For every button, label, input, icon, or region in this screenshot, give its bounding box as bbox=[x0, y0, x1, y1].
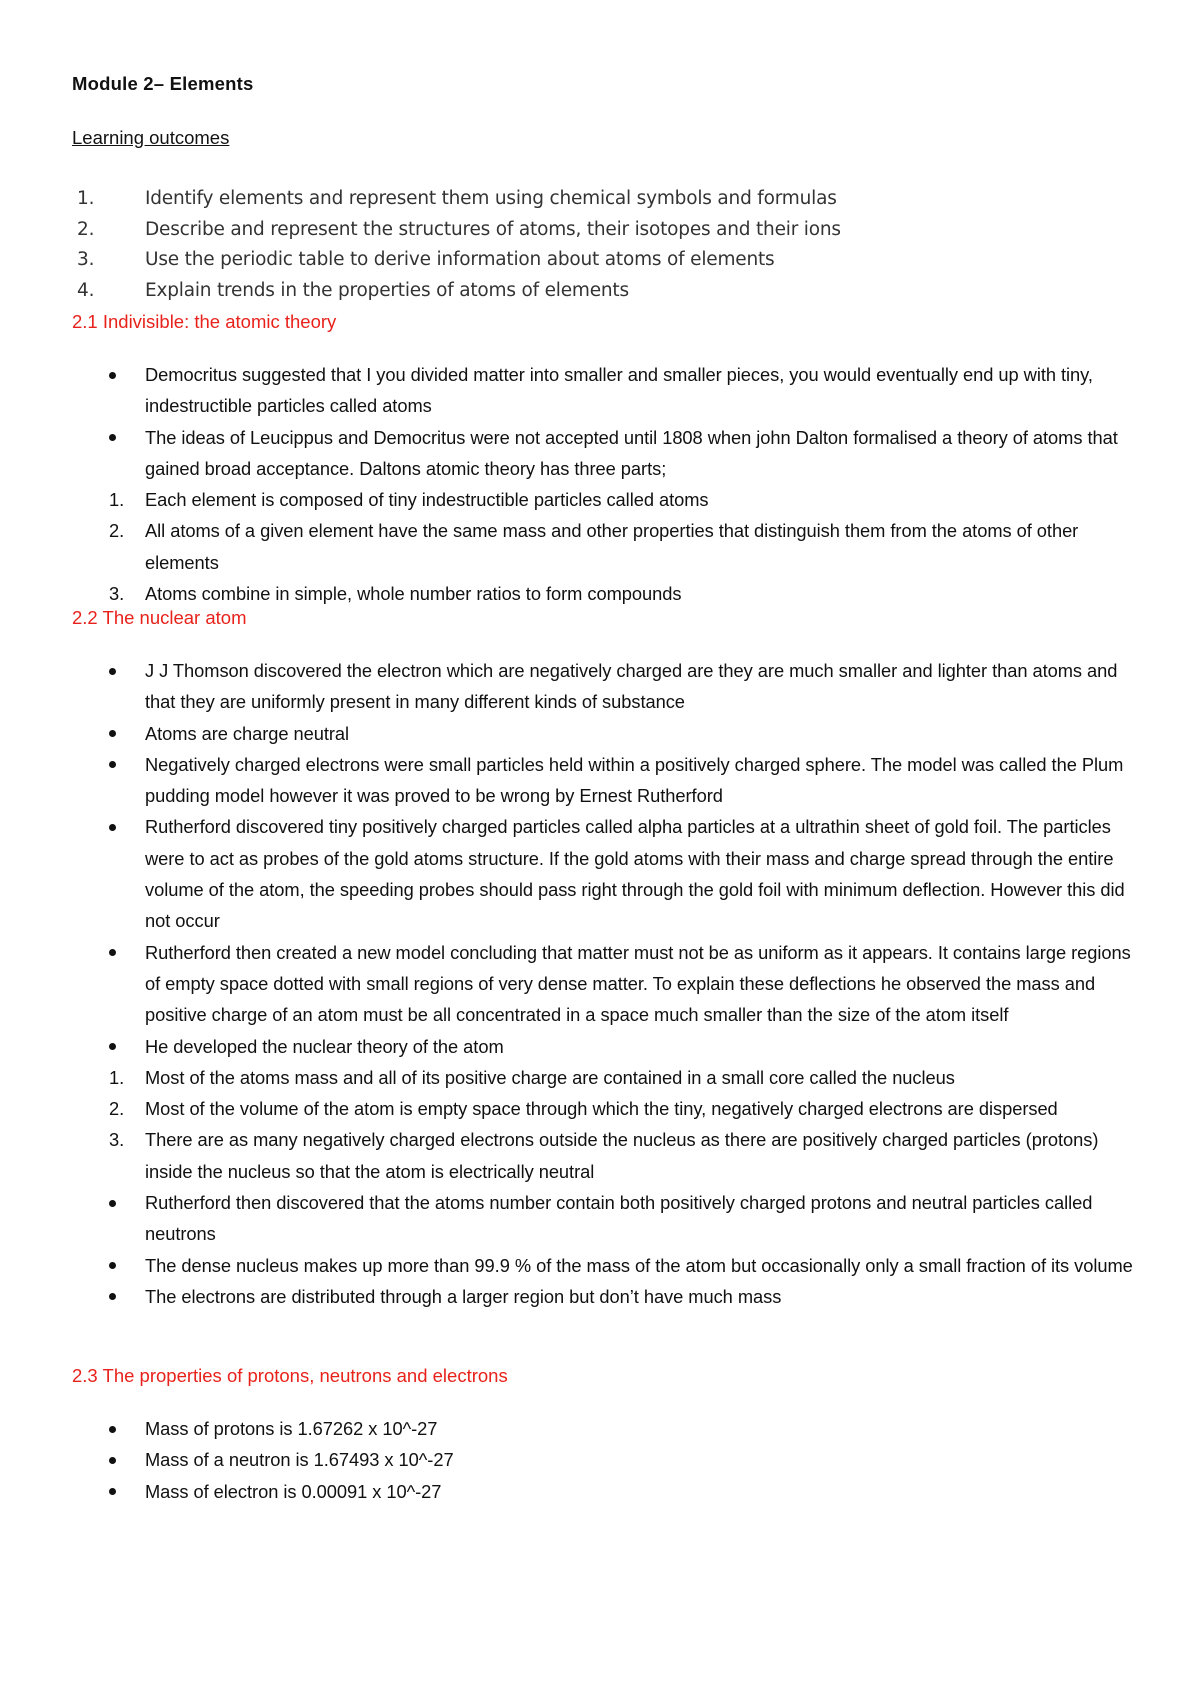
outcome-item bbox=[72, 280, 1132, 311]
item-text: Atoms are charge neutral bbox=[145, 722, 350, 744]
list-item: 1. Most of the atoms mass and all of its positive charge are contained in a small core called the nucleus bbox=[109, 1066, 955, 1088]
item-text: Democritus suggested that I you divided matter into smaller and smaller pieces, you would eventually end up with tiny, indestructible particles called atoms bbox=[145, 364, 1093, 417]
list-item bbox=[72, 811, 1142, 936]
learning-outcomes-list bbox=[72, 188, 1132, 310]
item-text: Most of the volume of the atom is empty space through which the tiny, negatively charged electrons are dispersed bbox=[145, 1098, 1058, 1120]
outcome-number: 3. bbox=[77, 249, 95, 270]
section-atomic-theory bbox=[72, 311, 1142, 609]
list-item bbox=[72, 1031, 1142, 1062]
outcome-item bbox=[72, 249, 1132, 280]
item-text: Mass of electron is 0.00091 x 10^-27 bbox=[145, 1480, 442, 1502]
list-item bbox=[72, 655, 1142, 718]
item-text: Most of the atoms mass and all of its positive charge are contained in a small core called the nucleus bbox=[145, 1066, 955, 1088]
section-particle-properties bbox=[72, 1365, 1142, 1507]
item-text: Rutherford discovered tiny positively charged particles called alpha particles at a ultrathin sheet of gold foil. The particles were to act as probes of the gold atoms structure. If the gold atoms with their mass and charge spread through the entire volume of the atom, the speeding probes should pass right through the gold foil with minimum deflection. However this did not occur bbox=[145, 816, 1125, 932]
list-item bbox=[72, 1250, 1142, 1281]
section-heading: 2.3 The properties of protons, neutrons and electrons bbox=[72, 1365, 508, 1386]
list-item bbox=[72, 1444, 1142, 1475]
item-text: Mass of a neutron is 1.67493 x 10^-27 bbox=[145, 1449, 454, 1471]
list-item bbox=[72, 1281, 1142, 1312]
outcome-text: Identify elements and represent them using chemical symbols and formulas bbox=[145, 188, 837, 209]
section-heading: 2.1 Indivisible: the atomic theory bbox=[72, 311, 337, 332]
section-items bbox=[72, 1413, 1142, 1507]
outcome-text: Describe and represent the structures of atoms, their isotopes and their ions bbox=[145, 218, 841, 240]
list-item: 2. Most of the volume of the atom is empty space through which the tiny, negatively charged electrons are dispersed bbox=[109, 1098, 1058, 1120]
section-nuclear-atom bbox=[72, 607, 1142, 1312]
list-item bbox=[72, 1413, 1142, 1444]
item-text: Rutherford then created a new model concluding that matter must not be as uniform as it appears. It contains large regions of empty space dotted with small regions of very dense matter. To explain these deflections he observed the mass and positive charge of an atom must be all concentrated in a space much smaller than the size of the atom itself bbox=[145, 941, 1131, 1026]
list-item: 3. There are as many negatively charged electrons outside the nucleus as there are positively charged particles (protons) inside the nucleus so that the atom is electrically neutral bbox=[109, 1129, 1099, 1182]
list-item: 2. All atoms of a given element have the same mass and other properties that distinguish them from the atoms of other elements bbox=[109, 520, 1079, 573]
item-text: Atoms combine in simple, whole number ratios to form compounds bbox=[145, 583, 682, 605]
list-item bbox=[72, 359, 1142, 422]
outcome-number: 1. bbox=[77, 188, 95, 209]
list-item: 3. Atoms combine in simple, whole number ratios to form compounds bbox=[109, 583, 682, 605]
outcome-text: Use the periodic table to derive information about atoms of elements bbox=[145, 249, 775, 270]
item-text: All atoms of a given element have the same mass and other properties that distinguish them from the atoms of other elements bbox=[145, 520, 1079, 573]
item-text: The dense nucleus makes up more than 99.9 % of the mass of the atom but occasionally only a small fraction of its volume bbox=[145, 1254, 1133, 1276]
outcome-number: 4. bbox=[77, 279, 95, 301]
list-item bbox=[72, 1187, 1142, 1250]
outcome-text: Explain trends in the properties of atoms of elements bbox=[145, 279, 629, 301]
list-item bbox=[72, 937, 1142, 1031]
list-item bbox=[72, 718, 1142, 749]
outcome-item bbox=[72, 188, 1132, 219]
list-item bbox=[72, 422, 1142, 485]
section-heading: 2.2 The nuclear atom bbox=[72, 607, 247, 628]
list-item bbox=[72, 1476, 1142, 1507]
section-items bbox=[72, 359, 1142, 609]
outcome-item bbox=[72, 219, 1132, 250]
document-title: Module 2– Elements bbox=[72, 73, 254, 94]
item-text: The ideas of Leucippus and Democritus were not accepted until 1808 when john Dalton formalised a theory of atoms that gained broad acceptance. Daltons atomic theory has three parts; bbox=[145, 426, 1118, 479]
list-item bbox=[72, 749, 1142, 812]
learning-outcomes-heading: Learning outcomes bbox=[72, 127, 230, 148]
list-item: 1. Each element is composed of tiny indestructible particles called atoms bbox=[109, 489, 709, 511]
item-text: Negatively charged electrons were small particles held within a positively charged sphere. The model was called the Plum pudding model however it was proved to be wrong by Ernest Rutherford bbox=[145, 753, 1124, 807]
item-text: Each element is composed of tiny indestructible particles called atoms bbox=[145, 489, 709, 511]
outcome-number: 2. bbox=[77, 218, 95, 240]
item-text: He developed the nuclear theory of the atom bbox=[145, 1035, 504, 1057]
item-text: Mass of protons is 1.67262 x 10^-27 bbox=[145, 1418, 438, 1439]
item-text: J J Thomson discovered the electron which are negatively charged are they are much smaller and lighter than atoms and that they are uniformly present in many different kinds of substance bbox=[145, 660, 1118, 713]
item-text: The electrons are distributed through a larger region but don’t have much mass bbox=[145, 1285, 782, 1307]
item-text: Rutherford then discovered that the atoms number contain both positively charged protons and neutral particles called neutrons bbox=[145, 1192, 1093, 1245]
item-text: There are as many negatively charged electrons outside the nucleus as there are positively charged particles (protons) inside the nucleus so that the atom is electrically neutral bbox=[145, 1129, 1099, 1182]
section-items bbox=[72, 655, 1142, 1312]
